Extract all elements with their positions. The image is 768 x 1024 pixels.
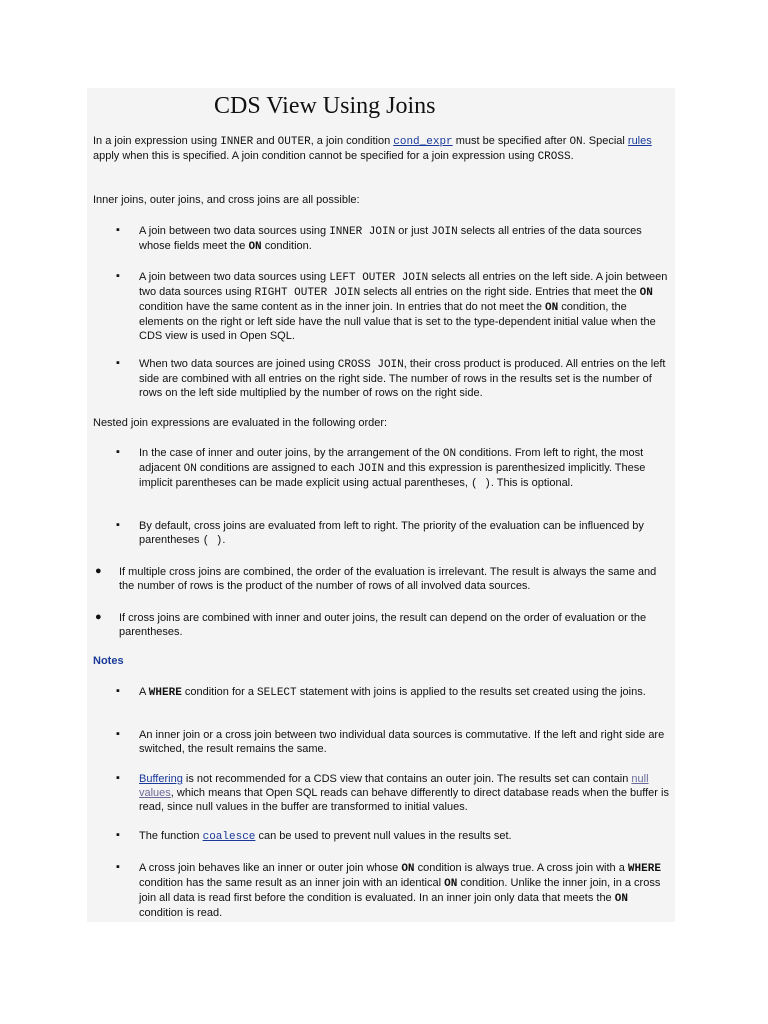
item-text: . This is optional. <box>490 477 574 489</box>
intro-text: , a join condition <box>310 135 394 147</box>
item-text: If cross joins are combined with inner and outer joins, the result can depend on the order of evaluation or the parentheses. <box>119 612 647 638</box>
item-text: By default, cross joins are evaluated from left to right. The priority of the evaluation can be influenced by parentheses <box>139 520 644 546</box>
item-text: condition has the same result as an inner join with an identical <box>139 877 445 889</box>
item-text: In the case of inner and outer joins, by the arrangement of the <box>139 447 443 459</box>
code-cross-join: CROSS JOIN <box>337 359 404 371</box>
item-text: , their cross product is produced. All entries on the left side are combined with all entries on the right side. The number of rows in the results set is the number of rows on the left side multiplied by the number of rows on the right side. <box>139 358 666 399</box>
buffering-link[interactable]: Buffering <box>139 773 183 785</box>
item-text: condition. Unlike the inner join, in a cross join all data is read first before the condition is evaluated. In an inner join only data that meets the <box>139 877 661 904</box>
item-text: A join between two data sources using <box>139 225 330 237</box>
code-select: SELECT <box>257 687 297 699</box>
item-text: The function <box>139 830 203 842</box>
square-bullet: ▪ <box>116 861 120 873</box>
item-text: condition is read. <box>139 907 223 919</box>
item-text: condition. <box>261 240 312 252</box>
nested-paragraph: Nested join expressions are evaluated in the following order: <box>93 417 388 429</box>
round-bullet: ● <box>95 565 102 577</box>
code-cross: CROSS <box>537 151 571 163</box>
code-parentheses: ( ) <box>202 535 223 547</box>
round-bullet: ● <box>95 611 102 623</box>
item-text: selects all entries on the left side. A join between two data sources using <box>139 271 668 298</box>
intro-text: . <box>570 150 574 162</box>
square-bullet: ▪ <box>116 772 120 784</box>
item-text: , which means that Open SQL reads can behave differently to direct database reads when the buffer is read, since null values in the buffer are transformed to initial values. <box>139 787 669 813</box>
item-text: and this expression is parenthesized implicitly. These implicit parentheses can be made explicit using actual parentheses, <box>139 462 646 489</box>
item-text: A cross join behaves like an inner or outer join whose <box>139 862 402 874</box>
item-text: statement with joins is applied to the results set created using the joins. <box>296 686 646 698</box>
code-on: ON <box>545 302 559 314</box>
notes-heading: Notes <box>93 655 124 667</box>
list-item-cross-join <box>116 357 674 400</box>
list-item-outer-join <box>116 270 674 343</box>
item-text: selects all entries of the data sources whose fields meet the <box>139 225 642 252</box>
code-where: WHERE <box>148 687 182 699</box>
item-text: A join between two data sources using <box>139 271 330 283</box>
intro-text: . Special <box>582 135 628 147</box>
cond-expr-link[interactable]: cond_expr <box>393 136 453 148</box>
intro-text: and <box>253 135 278 147</box>
code-on: ON <box>248 241 262 253</box>
code-on: ON <box>183 463 197 475</box>
code-parentheses: ( ) <box>471 478 491 490</box>
item-text: An inner join or a cross join between two individual data sources is commutative. If the left and right side are switched, the result remains the same. <box>139 729 665 755</box>
item-text: When two data sources are joined using <box>139 358 338 370</box>
code-right-outer-join: RIGHT OUTER JOIN <box>254 287 361 299</box>
item-text: If multiple cross joins are combined, the order of the evaluation is irrelevant. The result is always the same and the number of rows is the product of the number of rows of all involved data sources. <box>119 566 657 592</box>
square-bullet: ▪ <box>116 224 120 236</box>
code-on: ON <box>444 878 458 890</box>
rules-link[interactable]: rules <box>627 135 652 147</box>
list-item-order-second <box>116 519 674 548</box>
code-outer: OUTER <box>277 136 311 148</box>
note-coalesce <box>116 829 674 844</box>
square-bullet: ▪ <box>116 685 120 697</box>
item-text: condition is always true. A cross join with a <box>414 862 628 874</box>
code-on: ON <box>442 448 457 460</box>
code-inner: INNER <box>220 136 254 148</box>
code-join: JOIN <box>357 463 385 475</box>
square-bullet: ▪ <box>116 270 120 282</box>
intro-text: In a join expression using <box>93 135 221 147</box>
note-commutative <box>116 728 674 756</box>
note-buffering <box>116 772 674 814</box>
square-bullet: ▪ <box>116 357 120 369</box>
code-where: WHERE <box>627 863 661 875</box>
code-join: JOIN <box>431 226 458 238</box>
code-left-outer-join: LEFT OUTER JOIN <box>329 272 429 284</box>
coalesce-link[interactable]: coalesce <box>202 831 256 843</box>
code-inner-join: INNER JOIN <box>329 226 396 238</box>
list-item-inner-join <box>116 224 674 254</box>
list-item-multiple-cross <box>95 565 674 593</box>
item-text: can be used to prevent null values in the results set. <box>255 830 512 842</box>
code-on: ON <box>614 893 628 905</box>
item-text: condition for a <box>181 686 258 698</box>
intro-text: must be specified after <box>452 135 570 147</box>
note-where <box>116 685 674 700</box>
item-text: . <box>222 534 226 546</box>
note-cross-behaves <box>116 861 674 920</box>
item-text: condition have the same content as in the inner join. In entries that do not meet the <box>139 301 546 313</box>
intro-text: apply when this is specified. A join condition cannot be specified for a join expression using <box>93 150 538 162</box>
item-text: conditions are assigned to each <box>196 462 358 474</box>
list-item-order-first <box>116 446 674 491</box>
null-values-link[interactable]: null values <box>139 773 649 799</box>
square-bullet: ▪ <box>116 829 120 841</box>
intro-paragraph <box>93 134 673 164</box>
item-text: is not recommended for a CDS view that contains an outer join. The results set can contain <box>182 773 632 785</box>
possible-paragraph: Inner joins, outer joins, and cross joins are all possible: <box>93 194 360 206</box>
code-on: ON <box>569 136 583 148</box>
square-bullet: ▪ <box>116 446 120 458</box>
item-text: selects all entries on the right side. Entries that meet the <box>360 286 640 298</box>
square-bullet: ▪ <box>116 728 120 740</box>
square-bullet: ▪ <box>116 519 120 531</box>
code-on: ON <box>401 863 415 875</box>
page-title: CDS View Using Joins <box>214 93 436 119</box>
code-on: ON <box>639 287 653 299</box>
list-item-mixed-cross <box>95 611 674 639</box>
item-text: A <box>139 686 149 698</box>
item-text: or just <box>395 225 432 237</box>
item-text: condition, the elements on the right or left side have the null value that is set to the type-dependent initial value when the CDS view is used in Open SQL. <box>139 301 656 342</box>
item-text: conditions. From left to right, the most adjacent <box>139 447 644 474</box>
